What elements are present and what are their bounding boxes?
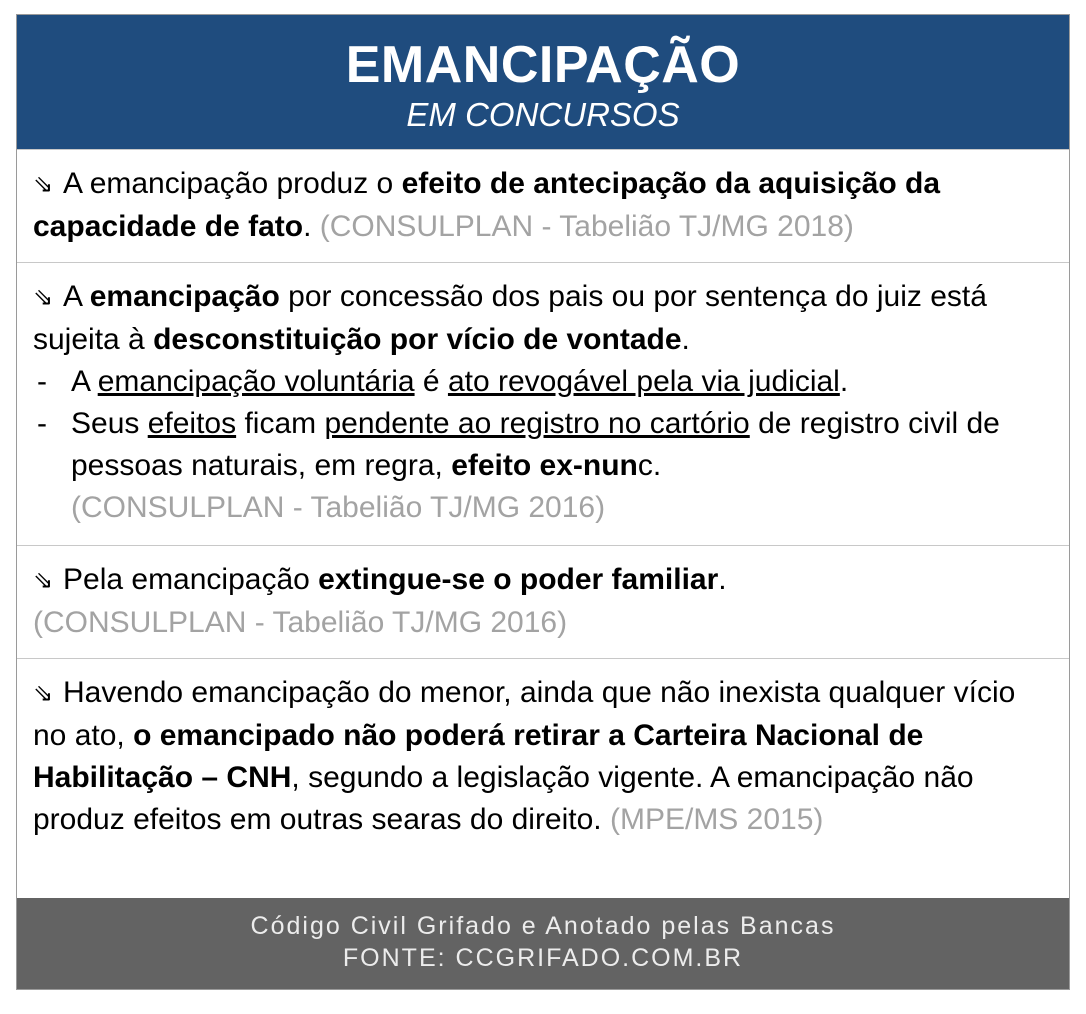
item-3-text: Pela emancipação xyxy=(63,563,319,596)
dash-1-underline: emancipação voluntária xyxy=(97,365,415,398)
item-4-text-end: , segundo a legislação vigente. A emancipação não produz efeitos em outras searas do direito. xyxy=(33,761,974,836)
dash-2-text-end: c. xyxy=(637,449,662,482)
item-2-text: A xyxy=(63,280,90,313)
section-item-3 xyxy=(17,545,1069,658)
dash-2-bold: efeito ex-nun xyxy=(451,449,638,482)
dash-2-text-mid: ficam xyxy=(236,407,325,440)
dash-list-item-2 xyxy=(33,403,1051,529)
item-2-text-end: . xyxy=(681,323,690,356)
footer-banner xyxy=(17,898,1069,989)
item-4-reference: (MPE/MS 2015) xyxy=(609,803,824,836)
dash-bullet: - xyxy=(37,365,47,398)
item-3-bold: extingue-se o poder familiar xyxy=(318,563,719,596)
section-item-4 xyxy=(17,658,1069,900)
down-right-arrow-icon: ⇘ xyxy=(33,680,54,707)
dash-1-underline-2: ato revogável pela via judicial xyxy=(447,365,840,398)
header-banner xyxy=(17,15,1069,149)
item-1-text-end: . xyxy=(303,210,320,243)
section-item-1 xyxy=(17,149,1069,262)
down-right-arrow-icon: ⇘ xyxy=(33,567,54,594)
dash-2-underline: efeitos xyxy=(147,407,237,440)
item-4-text: Havendo emancipação do menor, ainda que não inexista qualquer vício no ato, xyxy=(33,676,1016,752)
dash-bullet: - xyxy=(37,407,47,440)
down-right-arrow-icon: ⇘ xyxy=(33,284,54,311)
dash-2-text: Seus xyxy=(71,407,148,440)
dash-1-text-mid: é xyxy=(414,365,448,398)
item-3-text-end: . xyxy=(718,563,727,596)
dash-list-item-1 xyxy=(33,361,1051,403)
item-2-bold: emancipação xyxy=(89,280,280,313)
footer-source: FONTE: CCGRIFADO.COM.BR xyxy=(342,944,744,972)
page-subtitle: EM CONCURSOS xyxy=(406,96,680,133)
item-3-reference: (CONSULPLAN - Tabelião TJ/MG 2016) xyxy=(33,606,568,639)
section-item-2 xyxy=(17,262,1069,545)
footer-title: Código Civil Grifado e Anotado pelas Bancas xyxy=(250,912,836,940)
item-2-reference: (CONSULPLAN - Tabelião TJ/MG 2016) xyxy=(71,491,606,524)
item-1-text: A emancipação produz o xyxy=(63,167,402,200)
item-2-bold-2: desconstituição por vício de vontade xyxy=(153,323,682,356)
item-1-reference: (CONSULPLAN - Tabelião TJ/MG 2018) xyxy=(319,210,854,243)
dash-2-underline-2: pendente ao registro no cartório xyxy=(324,407,750,440)
item-4-bold: o emancipado não poderá retirar a Carteira Nacional de Habilitação – CNH xyxy=(33,719,924,794)
dash-2-text-cont: de registro civil de pessoas naturais, em regra, xyxy=(71,407,1000,482)
dash-1-text: A xyxy=(71,365,98,398)
item-2-text-mid: por concessão dos pais ou por sentença do juiz está sujeita à xyxy=(33,280,987,356)
page-title: EMANCIPAÇÃO xyxy=(345,36,741,94)
dash-1-text-end: . xyxy=(839,365,849,398)
card xyxy=(16,14,1070,990)
item-2-paragraph xyxy=(33,276,1051,361)
down-right-arrow-icon: ⇘ xyxy=(33,171,54,198)
item-1-bold: efeito de antecipação da aquisição da capacidade de fato xyxy=(33,167,941,243)
